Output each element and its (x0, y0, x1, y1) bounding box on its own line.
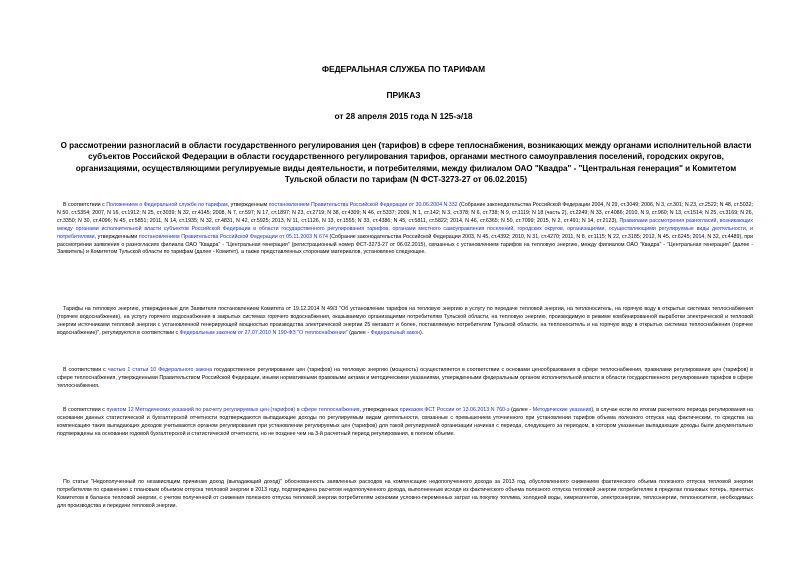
link-fst-order-760[interactable]: приказом ФСТ России от 13.06.2013 N 760-э (399, 407, 510, 413)
link-federal-law[interactable]: Федеральный закон (370, 329, 420, 336)
p1-text-4: , утвержденными (94, 233, 139, 240)
link-methodical-instructions[interactable]: Методические указания (532, 407, 592, 413)
document-date-number: от 28 апреля 2015 года N 125-э/18 (334, 111, 473, 121)
p4-text-2: , утвержденных (359, 407, 400, 413)
p1-text-1: В соответствии с (63, 202, 107, 208)
paragraph-3 (57, 367, 753, 391)
p5-text-1: По статье "Недополученный по независящим причинам доход (выпадающий доход)" обоснованность заявленных расходов на компенсацию недополученного дохода за 2013 год, обусловленного снижением фактического объема полезного отпуска тепловой энергии потребителям по сравнению с плановым объемом отпуска тепловой энергии в 2013 году, подтверждена расчетом недополученного дохода, выполненным исходя из фактического объема полезного отпуска тепловой энергии потребителям в пределах плановых потерь, принятых Комитетом в балансе тепловой энергии, с учетом полученной от снижения полезного отпуска тепловой энергии потребителям экономии условно-переменных затрат на покупку топлива, холодной воды, химреагентов, электроэнергии, теплоэнергии, теплоносителя, необходимых для производства и передачи тепловой энергии. (57, 479, 753, 509)
link-government-decree-332[interactable]: постановлением Правительства Российской Федерации от 30.06.2004 N 332 (268, 202, 458, 208)
p2-text-1: Тарифы на тепловую энергию, утвержденные для Заявителя постановлением Комитета от 19.12.2014 N 49/3 "Об установлении тарифов на тепловую энергию и услугу по передаче тепловой энергии, на теплоноситель, на горячую воду в открытых системах теплоснабжения (горячее водоснабжение), на услугу горячего водоснабжения в закрытых системах горячего водоснабжения, оказываемую организациями потребителям Тульской области, на тепловую энергию, производимую в режиме комбинированной выработки электрической и тепловой энергии источниками тепловой энергии с установленной генерирующей мощностью производства электрической энергии 25 мегаватт и более, поставляемую потребителям Тульской области, на теплоноситель и на горячую воду в открытых системах теплоснабжения (горячее водоснабжение)", регулируются в соответствии с (57, 306, 753, 336)
p2-text-3: ). (419, 329, 424, 336)
agency-heading: ФЕДЕРАЛЬНАЯ СЛУЖБА ПО ТАРИФАМ (321, 64, 486, 74)
paragraph-1 (57, 202, 753, 257)
link-federal-law-190[interactable]: Федеральным законом от 27.07.2010 N 190-ФЗ "О теплоснабжении" (179, 329, 348, 336)
paragraph-2 (57, 306, 753, 338)
link-disagreement-rules[interactable]: Правилами рассмотрения разногласий, возникающих между органами исполнительной власти субъектов Российской Федерации в области государственного регулирования тарифов, органами местного самоуправления поселений, городских округов, организациями, осуществляющими регулируемые виды деятельности, и потребителями (57, 217, 753, 240)
p3-text-2: государственное регулирование цен (тарифов) на тепловую энергию (мощность) осуществляется в соответствии с основами ценообразования в сфере теплоснабжения, правилами регулирования цен (тарифов) в сфере теплоснабжения, утвержденными Правительством Российской Федерации, иными нормативными правовыми актами и методическими указаниями, утвержденными федеральным органом исполнительной власти в области государственного регулирования тарифов в сфере теплоснабжения. (57, 367, 753, 389)
paragraph-4 (57, 407, 753, 439)
p4-text-3: (далее - (509, 407, 533, 413)
p1-text-3: (Собрание законодательства Российской Федерации 2004, N 29, ст.3049; 2006, N 3, ст.301; N 23, ст.2522; N 48, ст.5032; N 50, ст.5354; 2007, N 16, ст.1912; N 25, ст.3039; N 32, ст.4145; 2008, N 7, ст.597; N 17, ст.1897; N 23, ст.2719; N 38, ст.4309; N 46, ст.5337; 2009, N 1, ст.142; N 3, ст.378; N 6, ст.738; N 9, ст.1119; N 18 (часть 2), ст.2249; N 33, ст.4086; 2010, N 9, ст.960; N 13, ст.1514; N 25, ст.3169; N 26, ст.3350; N 30, ст.4096; N 45, ст.5851; 2011, N 14, ст.1935; N 32, ст.4831, N 42, ст.5925; 2013, N 11, ст.1126, N 13, ст.1555; N 33, ст.4386; N 45, ст.5811, ст.5822; 2014, N 46, ст.6365; N 50, ст.7099; 2015, N 2, ст.491; N 14, ст.2123), (57, 202, 754, 224)
link-methodical-instructions-p12[interactable]: пунктом 12 Методических указаний по расчету регулируемых цен (тарифов) в сфере теплоснабжения (106, 407, 360, 413)
p2-text-2: (далее - (347, 329, 371, 336)
p3-text-1: В соответствии с (63, 367, 108, 373)
document-type: ПРИКАЗ (386, 90, 421, 100)
document-title: О рассмотрении разногласий в области государственного регулирования цен (тарифов) в сфере теплоснабжения, возникающих между органами исполнительной власти субъектов Российской Федерации в области государственного регулирования тарифов, органами местного самоуправления поселений, городских округов, организациями, осуществляющими регулируемые виды деятельности, и потребителями, между филиалом ОАО "Квадра" - "Центральная генерация" и Комитетом Тульской области по тарифам (N ФСТ-3273-27 от 06.02.2015) (60, 141, 752, 184)
p1-text-2: , утвержденным (227, 202, 269, 208)
p4-text-4: ), в случае если по итогам расчетного периода регулирования на основании данных статистической и бухгалтерской отчетности подтверждаются выпадающие доходы по регулируемым видам деятельности, связанные с превышением уточненного при установлении тарифов объема полезного отпуска над фактическим, то средства на компенсацию таких выпадающих доходов учитываются органом регулирования при установлении регулируемых цен (тарифов) для такой регулируемой организации начиная с периода, следующего за периодом, в котором указанные выпадающие доходы были документально подтверждены на основании годовой бухгалтерской и статистической отчетности, но не позднее чем на 3-й расчетный период регулирования, в полном объеме. (57, 407, 753, 437)
link-government-decree-674[interactable]: постановлением Правительства Российской Федерации от 05.11.2003 N 674 (138, 233, 328, 240)
p4-text-1: В соответствии с (63, 407, 107, 413)
p1-text-5: (Собрание законодательства Российской Федерации 2003, N 45, ст.4392; 2010, N 31, ст.4270; 2011, N 8, ст.1115; N 22, ст.3185; 2012, N 45, ст.6245; 2014, N 32, ст.4489), при рассмотрении заявления о разногласиях филиала ОАО "Квадра" - "Центральная генерация" (регистрационный номер ФСТ-3273-27 от 06.02.2015), связанных с установлением тарифов на тепловую энергию, между филиалом ОАО "Квадра" - "Центральная генерация" (далее - Заявитель) и Комитетом Тульской области по тарифам (далее - Комитет), а также представленных сторонами материалов, установлено следующее. (57, 233, 753, 256)
link-fst-regulation[interactable]: Положением о Федеральной службе по тарифам (106, 202, 228, 208)
paragraph-5 (57, 479, 753, 511)
link-article-10-part-1[interactable]: частью 1 статьи 10 Федерального закона (107, 367, 213, 373)
